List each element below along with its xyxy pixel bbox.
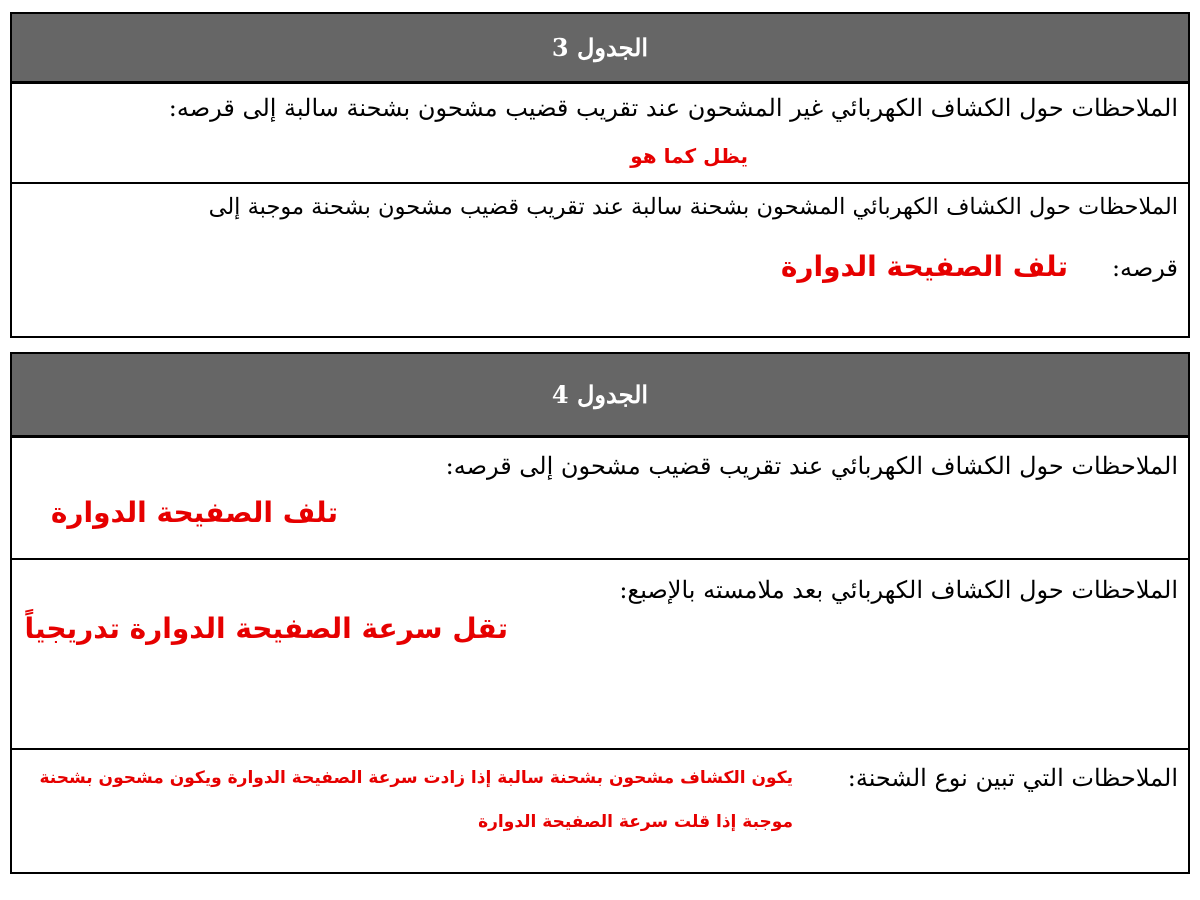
table-3 <box>10 12 1190 338</box>
table-4-row-3-answer-line-2: موجبة إذا قلت سرعة الصفيحة الدوارة <box>478 812 793 832</box>
table-4-row-3-question: الملاحظات التي تبين نوع الشحنة: <box>847 764 1178 792</box>
table-4-row-3 <box>12 750 1188 872</box>
table-3-row-1-question: الملاحظات حول الكشاف الكهربائي غير المشحون عند تقريب قضيب مشحون بشحنة سالبة إلى قرصه: <box>168 94 1178 122</box>
table-3-row-2-answer: تلف الصفيحة الدوارة <box>780 250 1068 283</box>
table-4 <box>10 352 1190 874</box>
table-4-row-2-answer: تقل سرعة الصفيحة الدوارة تدريجياً <box>24 612 508 645</box>
table-4-title: الجدول 4 <box>12 354 1188 438</box>
table-3-title: الجدول 3 <box>12 14 1188 84</box>
table-3-row-2 <box>12 184 1188 336</box>
table-4-row-3-answer-line-1: يكون الكشاف مشحون بشحنة سالبة إذا زادت سرعة الصفيحة الدوارة ويكون مشحون بشحنة <box>39 768 793 788</box>
table-4-row-2-question: الملاحظات حول الكشاف الكهربائي بعد ملامسته بالإصبع: <box>619 576 1178 604</box>
table-3-row-2-question-line-1: الملاحظات حول الكشاف الكهربائي المشحون بشحنة سالبة عند تقريب قضيب مشحون بشحنة موجبة إلى <box>208 194 1178 220</box>
table-3-row-1-answer: يظل كما هو <box>630 144 748 168</box>
table-3-row-1 <box>12 84 1188 184</box>
table-3-row-2-question-line-2: قرصه: <box>1111 254 1178 282</box>
table-4-row-1-question: الملاحظات حول الكشاف الكهربائي عند تقريب قضيب مشحون إلى قرصه: <box>445 452 1178 480</box>
table-4-row-1-answer: تلف الصفيحة الدوارة <box>50 496 338 529</box>
table-4-row-2 <box>12 560 1188 750</box>
table-4-row-1 <box>12 438 1188 560</box>
